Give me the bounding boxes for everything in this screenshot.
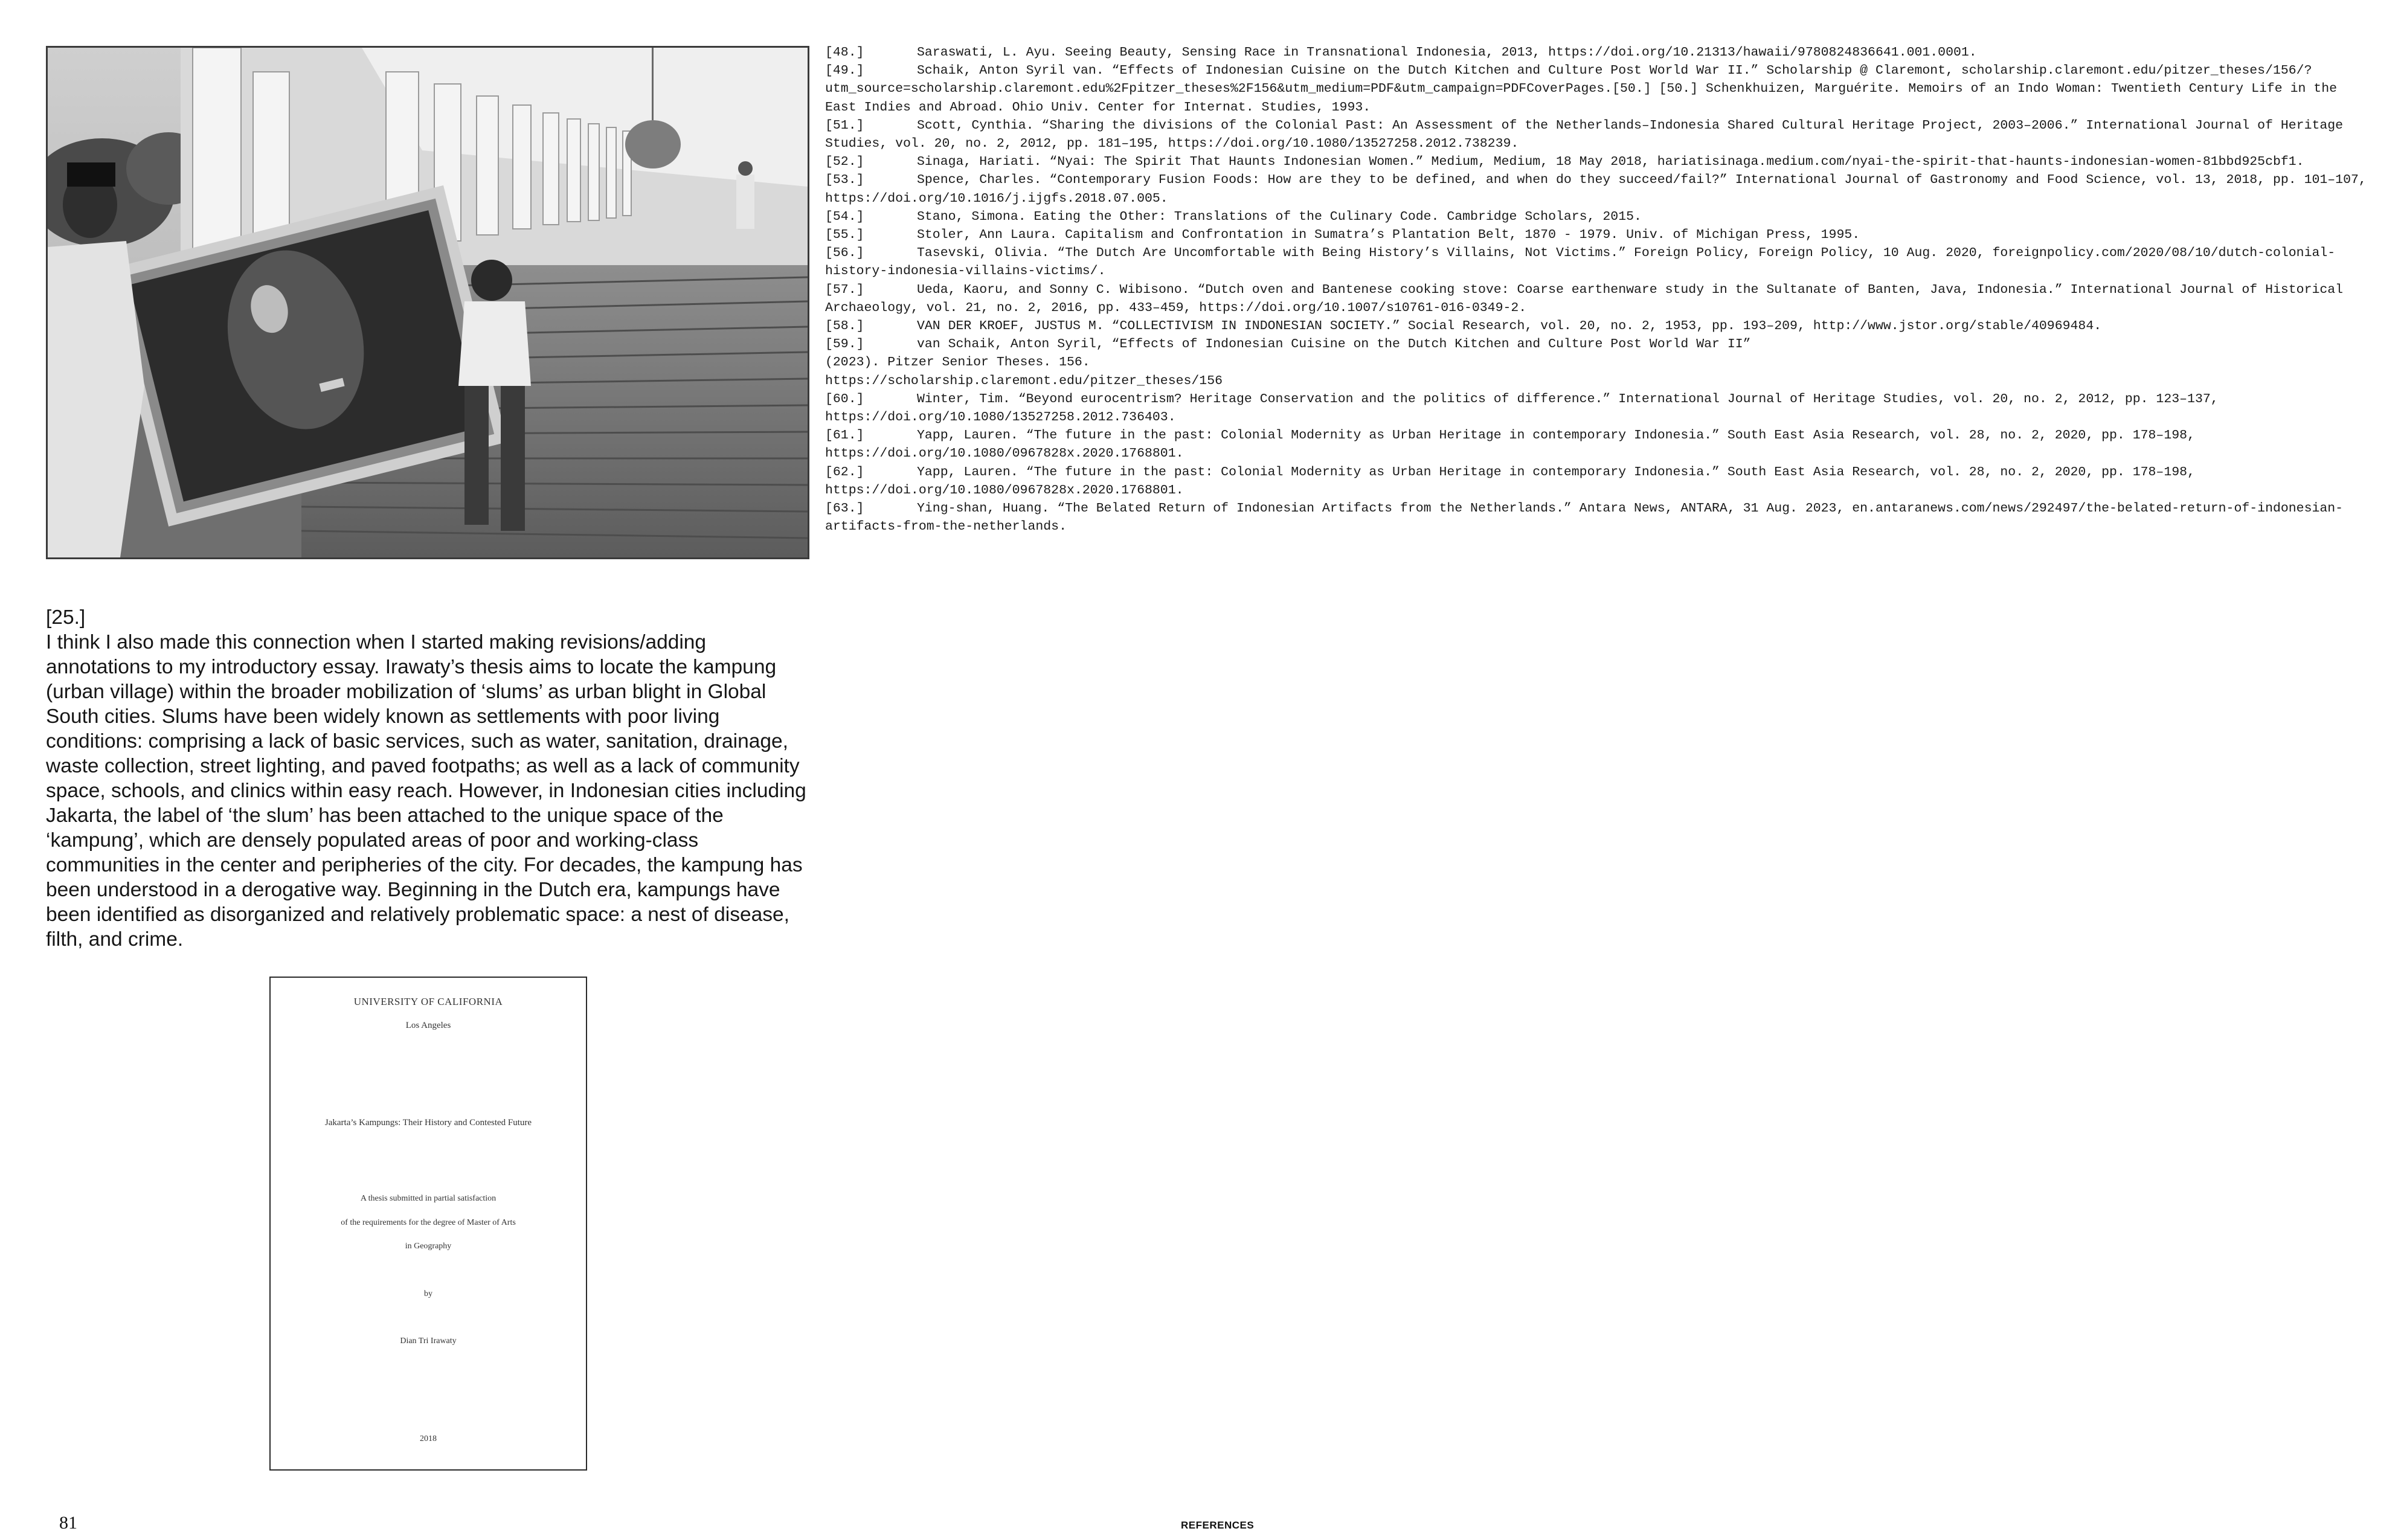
- reference-number: [53.]: [825, 173, 864, 188]
- reference-number: [56.]: [825, 246, 864, 261]
- reference-entry-continuation: [825, 372, 2371, 390]
- thesis-city: Los Angeles: [405, 1021, 451, 1030]
- reference-link[interactable]: https://scholarship.claremont.edu/pitzer_theses/156: [825, 373, 1223, 388]
- reference-entry-continuation: [825, 353, 2371, 371]
- page-number: 81: [59, 1513, 77, 1533]
- thesis-by: by: [424, 1289, 432, 1298]
- references-list: [825, 43, 2371, 536]
- reference-number: [60.]: [825, 391, 864, 406]
- reference-text: Stoler, Ann Laura. Capitalism and Confrontation in Sumatra’s Plantation Belt, 1870 - 1979. Univ. of Michigan Press, 1995.: [917, 228, 1860, 243]
- reference-text: Tasevski, Olivia. “The Dutch Are Uncomfortable with Being History’s Villains, Not Victims.” Foreign Policy, Foreign Policy, 10 Aug. 2020, foreignpolicy.com/2020/08/10/dutch-colonial-history-indonesia-villains-victims/.: [825, 246, 2336, 279]
- thesis-statement-line: of the requirements for the degree of Master of Arts: [341, 1218, 516, 1227]
- reference-text: Ueda, Kaoru, and Sonny C. Wibisono. “Dutch oven and Bantenese cooking stove: Coarse earthenware study in the Sultanate of Banten, Java, Indonesia.” International Journal of Historical Archaeology, vol. 21, no. 2, 2016, pp. 433–459, https://doi.org/10.1007/s10761-016-0349-2.: [825, 282, 2344, 315]
- reference-entry: [825, 281, 2371, 317]
- reference-number: [57.]: [825, 282, 864, 297]
- reference-entry: [825, 43, 2371, 62]
- reference-number: [49.]: [825, 63, 864, 79]
- thesis-cover-page: [269, 977, 587, 1471]
- reference-entry: [825, 499, 2371, 536]
- reference-entry: [825, 62, 2371, 117]
- reference-text: Ying-shan, Huang. “The Belated Return of Indonesian Artifacts from the Netherlands.” Antara News, ANTARA, 31 Aug. 2023, en.antaranews.com/news/292497/the-belated-return-of-indonesian-artifacts-from-the-netherlands.: [825, 501, 2344, 534]
- reference-entry: [825, 244, 2371, 280]
- reference-text: Sinaga, Hariati. “Nyai: The Spirit That Haunts Indonesian Women.” Medium, Medium, 18 May 2018, hariatisinaga.medium.com/nyai-the-spirit-that-haunts-indonesian-women-81bbd925cbf1.: [917, 155, 2304, 170]
- reference-entry: [825, 317, 2371, 335]
- reference-number: [61.]: [825, 428, 864, 443]
- reference-number: [54.]: [825, 209, 864, 224]
- reference-number: [59.]: [825, 337, 864, 352]
- reference-entry: [825, 426, 2371, 463]
- reference-number: [55.]: [825, 228, 864, 243]
- thesis-title: Jakarta’s Kampungs: Their History and Contested Future: [324, 1118, 532, 1128]
- reference-entry: [825, 335, 2371, 353]
- annotation-note: [46, 605, 807, 952]
- reference-number: [48.]: [825, 45, 864, 60]
- reference-entry: [825, 226, 2371, 244]
- thesis-year: 2018: [420, 1434, 437, 1443]
- archival-photo: [46, 46, 809, 559]
- note-number: [25.]: [46, 606, 86, 629]
- reference-text: Schaik, Anton Syril van. “Effects of Indonesian Cuisine on the Dutch Kitchen and Culture Post World War II.” Scholarship @ Claremont, scholarship.claremont.edu/pitzer_theses/156/?utm_source=scholarship.claremont.edu%2Fpitzer_theses%2F156&utm_medium=PDF&utm_campaign=PDFCoverPages.[50.] [50.] Schenkhuizen, Marguérite. Memoirs of an Indo Woman: Twentieth Century Life in the East Indies and Abroad. Ohio Univ. Center for Internat. Studies, 1993.: [825, 63, 2338, 115]
- reference-entry: [825, 117, 2371, 153]
- section-footer: REFERENCES: [1181, 1519, 1255, 1531]
- reference-text: Winter, Tim. “Beyond eurocentrism? Heritage Conservation and the politics of difference.” International Journal of Heritage Studies, vol. 20, no. 2, 2012, pp. 123–137, https://doi.org/10.1080/13527258.2012.736403.: [825, 391, 2219, 425]
- reference-text: Yapp, Lauren. “The future in the past: Colonial Modernity as Urban Heritage in contemporary Indonesia.” South East Asia Research, vol. 28, no. 2, 2020, pp. 178–198, https://doi.org/10.1080/0967828x.2020.1768801.: [825, 464, 2195, 498]
- reference-number: [63.]: [825, 501, 864, 516]
- reference-entry: [825, 153, 2371, 171]
- reference-text: Yapp, Lauren. “The future in the past: Colonial Modernity as Urban Heritage in contemporary Indonesia.” South East Asia Research, vol. 28, no. 2, 2020, pp. 178–198, https://doi.org/10.1080/0967828x.2020.1768801.: [825, 428, 2195, 461]
- reference-number: [51.]: [825, 118, 864, 133]
- reference-text: Saraswati, L. Ayu. Seeing Beauty, Sensing Race in Transnational Indonesia, 2013, https://doi.org/10.21313/hawaii/9780824836641.001.0001.: [917, 45, 1977, 60]
- thesis-statement-line: in Geography: [405, 1242, 452, 1251]
- thesis-author: Dian Tri Irawaty: [400, 1336, 457, 1346]
- reference-number: [58.]: [825, 319, 864, 334]
- reference-entry: [825, 208, 2371, 226]
- reference-entry: [825, 390, 2371, 426]
- reference-number: [52.]: [825, 155, 864, 170]
- thesis-statement-line: A thesis submitted in partial satisfaction: [360, 1194, 497, 1203]
- reference-text: (2023). Pitzer Senior Theses. 156.: [825, 355, 1090, 370]
- reference-text: Stano, Simona. Eating the Other: Translations of the Culinary Code. Cambridge Scholars, 2015.: [917, 209, 1642, 224]
- reference-text: VAN DER KROEF, JUSTUS M. “COLLECTIVISM IN INDONESIAN SOCIETY.” Social Research, vol. 20, no. 2, 1953, pp. 193–209, http://www.jstor.org/stable/40969484.: [917, 319, 2102, 334]
- reference-text: Scott, Cynthia. “Sharing the divisions of the Colonial Past: An Assessment of the Netherlands–Indonesia Shared Cultural Heritage Project, 2003–2006.” International Journal of Heritage Studies, vol. 20, no. 2, 2012, pp. 181–195, https://doi.org/10.1080/13527258.2012.738239.: [825, 118, 2344, 152]
- reference-entry: [825, 463, 2371, 499]
- thesis-university: UNIVERSITY OF CALIFORNIA: [353, 996, 503, 1007]
- note-text: I think I also made this connection when I started making revisions/adding annotations to my introductory essay. Irawaty’s thesis aims to locate the kampung (urban village) within the broader mobilization of ‘slums’ as urban blight in Global South cities. Slums have been widely known as settlements with poor living conditions: comprising a lack of basic services, such as water, sanitation, drainage, waste collection, street lighting, and paved footpaths; as well as a lack of community space, schools, and clinics within easy reach. However, in Indonesian cities including Jakarta, the label of ‘the slum’ has been attached to the unique space of the ‘kampung’, which are densely populated areas of poor and working-class communities in the center and peripheries of the city. For decades, the kampung has been understood in a derogative way. Beginning in the Dutch era, kampungs have been identified as disorganized and relatively problematic space: a nest of disease, filth, and crime.: [46, 631, 806, 951]
- reference-text: Spence, Charles. “Contemporary Fusion Foods: How are they to be defined, and when do they succeed/fail?” International Journal of Gastronomy and Food Science, vol. 13, 2018, pp. 101–107, https://doi.org/10.1016/j.ijgfs.2018.07.005.: [825, 173, 2367, 206]
- reference-entry: [825, 171, 2371, 207]
- reference-text: van Schaik, Anton Syril, “Effects of Indonesian Cuisine on the Dutch Kitchen and Culture Post World War II”: [917, 337, 1751, 352]
- reference-number: [62.]: [825, 464, 864, 480]
